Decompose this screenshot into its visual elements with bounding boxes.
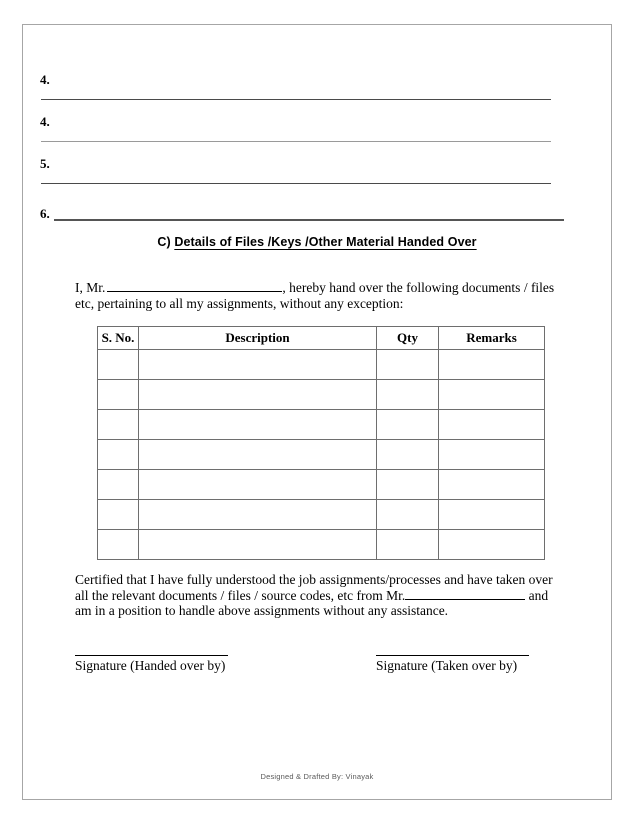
table-header-row (98, 327, 545, 350)
cell-remarks[interactable] (439, 500, 545, 530)
column-header-remarks: Remarks (439, 327, 545, 350)
signature-caption: Signature (Handed over by) (75, 658, 226, 673)
table-row (98, 440, 545, 470)
section-heading (23, 235, 611, 249)
cell-qty[interactable] (377, 410, 439, 440)
cell-serial[interactable] (98, 350, 139, 380)
cell-qty[interactable] (377, 500, 439, 530)
numbered-item-label: 6. (40, 206, 50, 221)
cell-serial[interactable] (98, 500, 139, 530)
cell-qty[interactable] (377, 380, 439, 410)
cell-remarks[interactable] (439, 470, 545, 500)
table-row (98, 350, 545, 380)
column-header-description: Description (139, 327, 377, 350)
intro-lead-text: I, Mr. (75, 280, 106, 295)
cell-serial[interactable] (98, 410, 139, 440)
section-heading-title: Details of Files /Keys /Other Material Handed Over (174, 235, 477, 249)
section-heading-letter: C) (157, 235, 171, 249)
table-row (98, 410, 545, 440)
numbered-item (23, 157, 611, 199)
takeover-name-blank[interactable] (405, 599, 525, 600)
cell-description[interactable] (139, 350, 377, 380)
intro-paragraph (75, 280, 557, 311)
page-content (23, 25, 611, 799)
numbered-list-section (23, 73, 611, 241)
numbered-item-label: 4. (40, 72, 50, 87)
numbered-item-rule (54, 219, 564, 221)
column-header-serial: S. No. (98, 327, 139, 350)
signature-block-taken-over (376, 655, 529, 674)
certification-text-part2: and am in a position to handle above assignments without any assistance. (75, 587, 549, 618)
signature-block-handed-over (75, 655, 228, 674)
handover-name-blank[interactable] (107, 291, 282, 292)
cell-qty[interactable] (377, 350, 439, 380)
numbered-item-rule (41, 99, 551, 100)
certification-text-part1: Certified that I have fully understood the job assignments/processes and have taken over all the relevant documents / files / source codes, etc from Mr. (75, 572, 553, 603)
cell-description[interactable] (139, 470, 377, 500)
numbered-item-label: 5. (40, 156, 50, 171)
numbered-item-rule (41, 141, 551, 142)
cell-remarks[interactable] (439, 530, 545, 560)
table-row (98, 500, 545, 530)
cell-serial[interactable] (98, 470, 139, 500)
cell-remarks[interactable] (439, 350, 545, 380)
cell-qty[interactable] (377, 440, 439, 470)
numbered-item-rule (41, 183, 551, 184)
cell-description[interactable] (139, 410, 377, 440)
intro-trailing-text: , hereby hand over the following documents / files etc, pertaining to all my assignments, without any exception: (75, 280, 555, 311)
files-handover-table (97, 326, 545, 560)
numbered-item (23, 115, 611, 157)
cell-serial[interactable] (98, 380, 139, 410)
page-border (22, 24, 612, 800)
column-header-qty: Qty (377, 327, 439, 350)
certification-paragraph (75, 572, 559, 619)
table-row (98, 470, 545, 500)
signature-section (23, 655, 611, 705)
cell-serial[interactable] (98, 530, 139, 560)
footer-credit: Designed & Drafted By: Vinayak (260, 772, 374, 781)
cell-remarks[interactable] (439, 380, 545, 410)
cell-description[interactable] (139, 530, 377, 560)
numbered-item-label: 4. (40, 114, 50, 129)
cell-remarks[interactable] (439, 410, 545, 440)
cell-qty[interactable] (377, 470, 439, 500)
signature-caption: Signature (Taken over by) (376, 658, 518, 673)
signature-line[interactable] (376, 655, 529, 656)
cell-serial[interactable] (98, 440, 139, 470)
cell-remarks[interactable] (439, 440, 545, 470)
cell-description[interactable] (139, 500, 377, 530)
cell-description[interactable] (139, 380, 377, 410)
signature-line[interactable] (75, 655, 228, 656)
cell-description[interactable] (139, 440, 377, 470)
table-row (98, 530, 545, 560)
cell-qty[interactable] (377, 530, 439, 560)
numbered-item (23, 73, 611, 115)
table-row (98, 380, 545, 410)
